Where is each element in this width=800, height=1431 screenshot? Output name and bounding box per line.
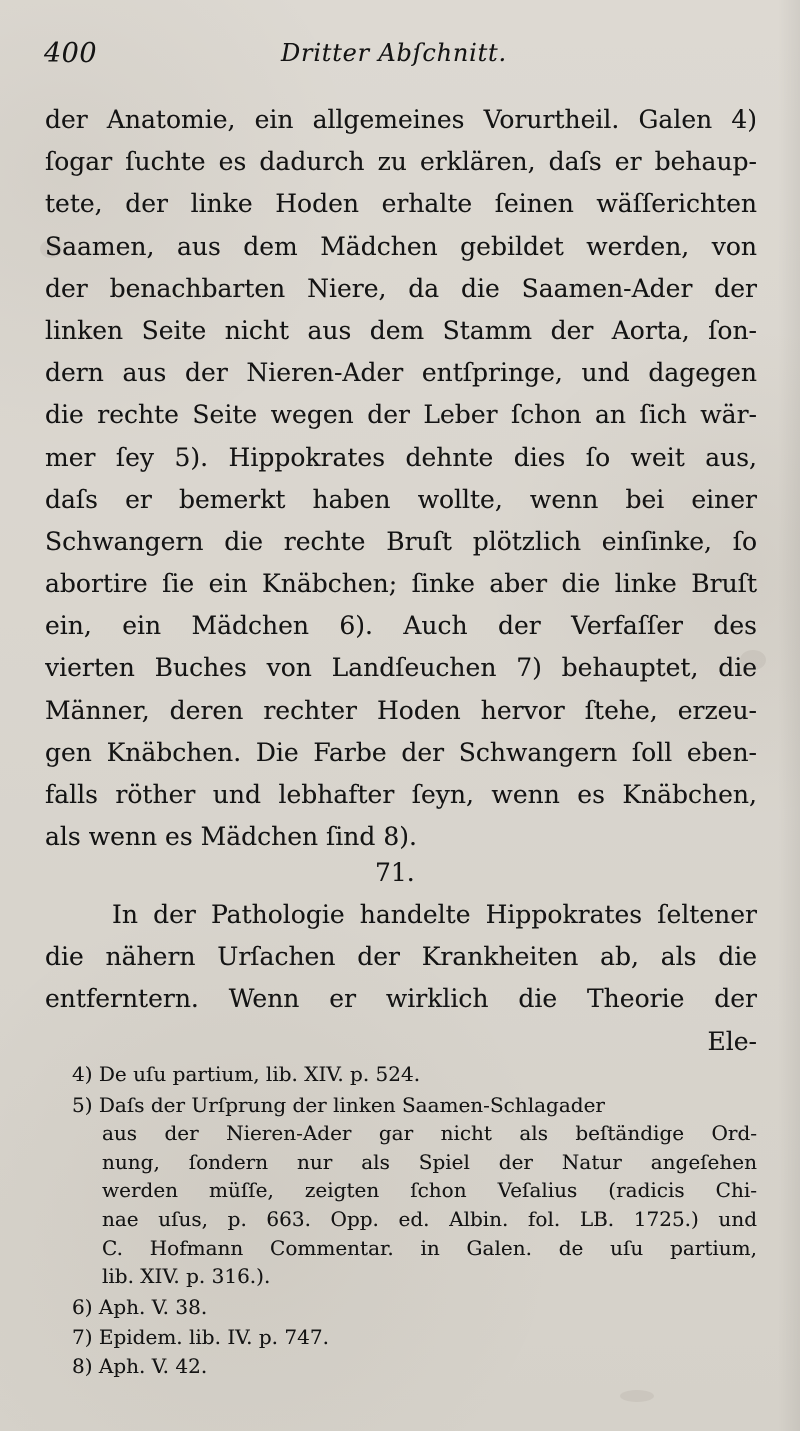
text-line: ein, ein Mädchen 6). Auch der Verfaſſer des: [45, 611, 757, 641]
paper-stain: [620, 1390, 654, 1402]
text-line: vierten Buches von Landſeuchen 7) behauptet, die: [45, 653, 757, 683]
text-line: daſs er bemerkt haben wollte, wenn bei einer: [45, 484, 757, 514]
section-number: 71.: [375, 858, 415, 887]
catchword: Ele-: [707, 1026, 757, 1056]
footnote-line: 4) De uſu partium, lib. XIV. p. 524.: [72, 1062, 421, 1086]
footnote-line: nae uſus, p. 663. Opp. ed. Albin. fol. LB. 1725.) und: [102, 1206, 757, 1231]
footnote-line: C. Hofmann Commentar. in Galen. de uſu partium,: [102, 1235, 757, 1260]
footnote-line: werden müſſe, zeigten ſchon Veſalius (radicis Chi-: [102, 1178, 757, 1203]
footnote-line: 7) Epidem. lib. IV. p. 747.: [72, 1325, 329, 1350]
page-edge-shadow: [778, 0, 800, 1431]
footnote-line: lib. XIV. p. 316.).: [102, 1264, 271, 1289]
footnote-line: 8) Aph. V. 42.: [72, 1353, 208, 1378]
text-line: falls röther und lebhafter ſeyn, wenn es Knäbchen,: [45, 780, 757, 809]
text-line: der benachbarten Niere, da die Saamen-Ader der: [45, 273, 757, 303]
text-line: gen Knäbchen. Die Farbe der Schwangern ſoll eben-: [45, 737, 757, 767]
footnote-line: aus der Nieren-Ader gar nicht als beſtändige Ord-: [102, 1121, 757, 1146]
page-header: [44, 38, 764, 78]
section-text: [45, 894, 757, 1063]
text-line: linken Seite nicht aus dem Stamm der Aorta, ſon-: [45, 315, 757, 345]
text-line: die rechte Seite wegen der Leber ſchon an ſich wär-: [45, 400, 757, 430]
text-line: abortire ſie ein Knäbchen; ſinke aber die linke Bruſt: [45, 569, 757, 599]
text-line: Saamen, aus dem Mädchen gebildet werden, von: [45, 231, 757, 261]
page-number: 400: [44, 38, 98, 69]
text-line: entferntern. Wenn er wirklich die Theorie der: [45, 984, 757, 1014]
text-line: dern aus der Nieren-Ader entſpringe, und dagegen: [45, 358, 757, 388]
text-line: die nähern Urſachen der Krankheiten ab, als die: [45, 942, 757, 972]
text-line: In der Pathologie handelte Hippokrates ſeltener: [112, 900, 757, 929]
text-line: der Anatomie, ein allgemeines Vorurtheil. Galen 4): [45, 105, 757, 134]
text-line: mer ſey 5). Hippokrates dehnte dies ſo weit aus,: [45, 442, 757, 472]
footnotes: [72, 1060, 757, 1381]
text-line: als wenn es Mädchen ſind 8).: [45, 822, 417, 852]
text-line: Männer, deren rechter Hoden hervor ſtehe, erzeu-: [45, 695, 757, 725]
text-line: ſogar ſuchte es dadurch zu erklären, daſs er behaup-: [45, 147, 757, 177]
text-line: tete, der linke Hoden erhalte ſeinen wäſſerichten: [45, 189, 757, 219]
footnote-line: 5) Daſs der Urſprung der linken Saamen-Schlagader: [72, 1092, 605, 1117]
footnote-line: 6) Aph. V. 38.: [72, 1294, 208, 1319]
main-text: [45, 99, 757, 858]
footnote-line: nung, ſondern nur als Spiel der Natur angeſehen: [102, 1149, 757, 1174]
running-head: Dritter Abſchnitt.: [281, 39, 507, 67]
text-line: Schwangern die rechte Bruſt plötzlich einſinke, ſo: [45, 526, 757, 556]
